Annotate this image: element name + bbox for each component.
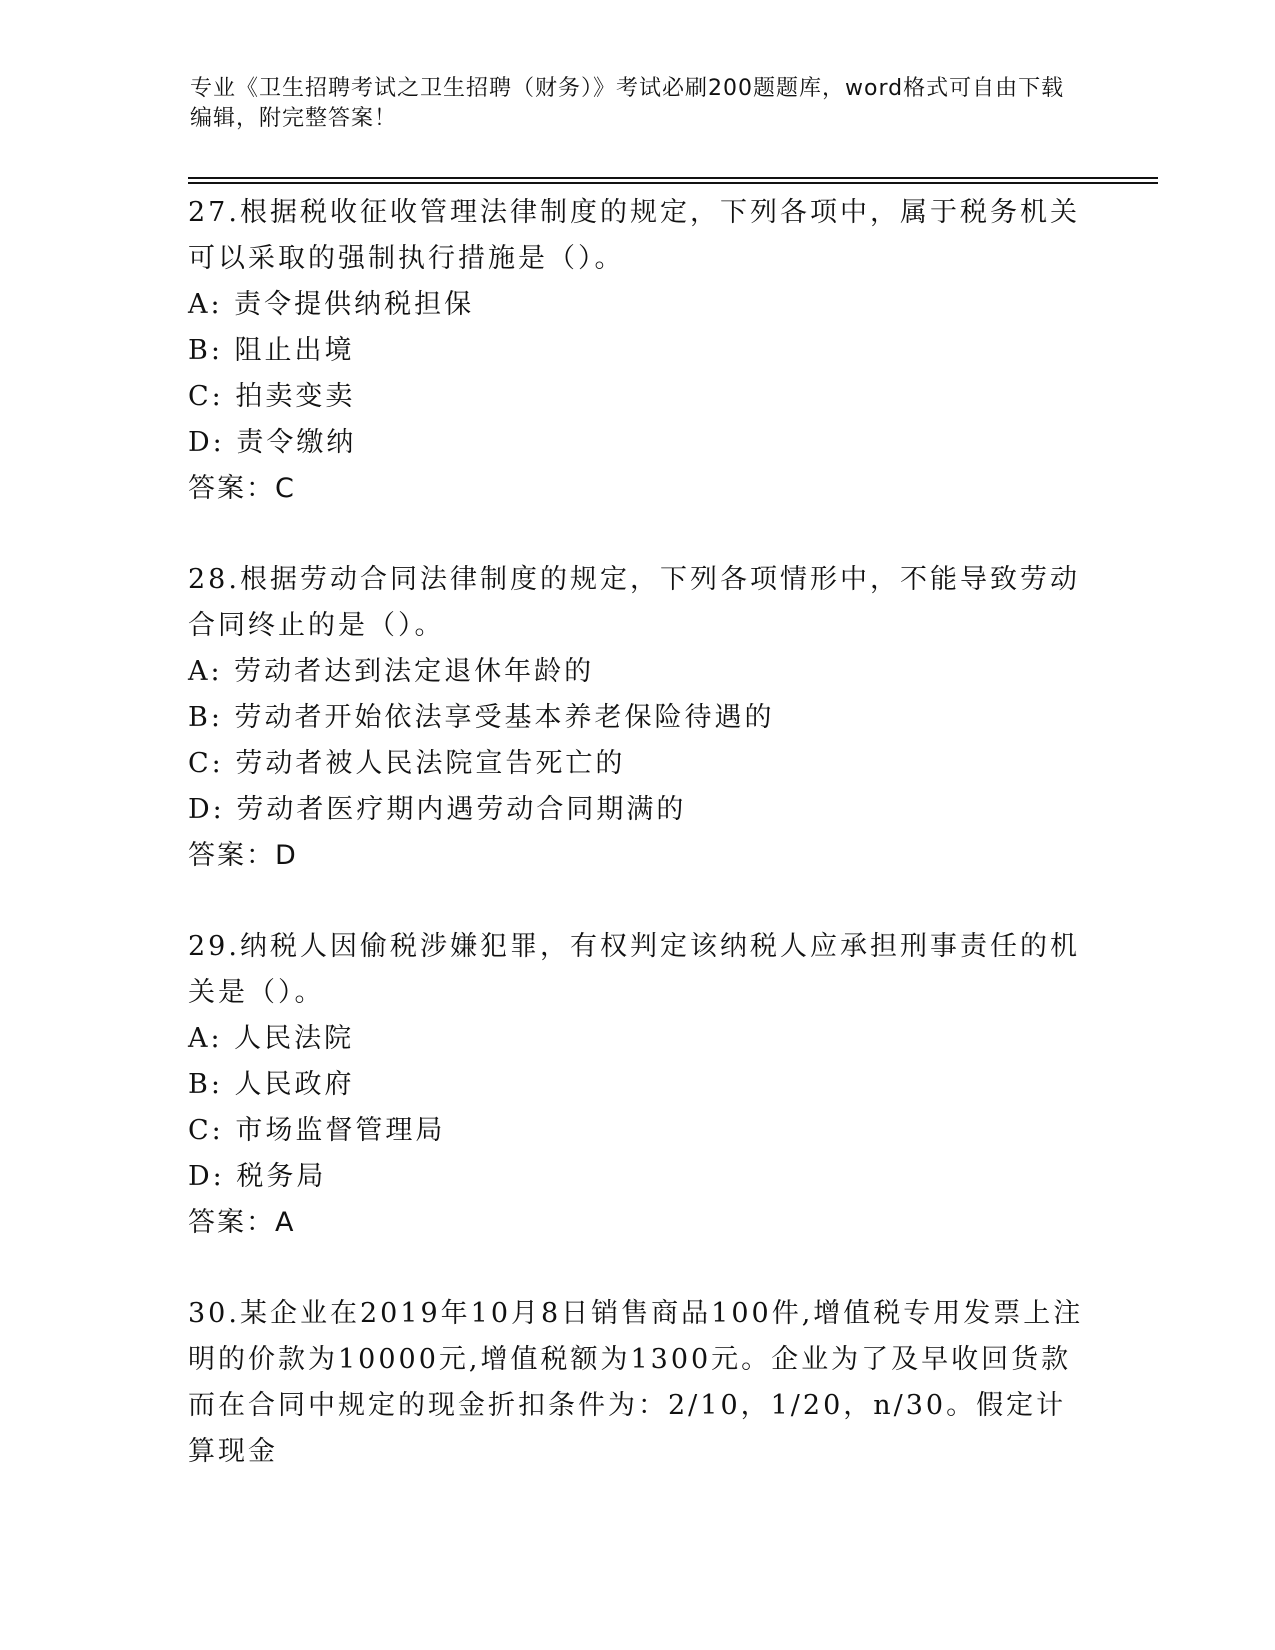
option-c: C: 拍卖变卖 [188, 381, 356, 412]
question-29 [188, 924, 1088, 1246]
header-divider-top [188, 177, 1158, 179]
option-b: B: 阻止出境 [188, 335, 355, 366]
answer-line: 答案：A [188, 1207, 296, 1238]
question-30 [188, 1291, 1088, 1475]
question-stem: 28.根据劳动合同法律制度的规定，下列各项情形中，不能导致劳动合同终止的是（）。 [188, 564, 1080, 641]
option-c: C: 市场监督管理局 [188, 1115, 446, 1146]
answer-line: 答案：C [188, 473, 296, 504]
spacer [188, 512, 1088, 557]
option-b: B: 人民政府 [188, 1069, 355, 1100]
question-stem: 30.某企业在2019年10月8日销售商品100件,增值税专用发票上注明的价款为10000元,增值税额为1300元。企业为了及早收回货款而在合同中规定的现金折扣条件为：2/10，1/20，n/30。假定计算现金 [188, 1298, 1084, 1467]
option-a: A: 责令提供纳税担保 [188, 289, 475, 320]
question-28 [188, 557, 1088, 879]
option-c: C: 劳动者被人民法院宣告死亡的 [188, 748, 626, 779]
question-stem: 27.根据税收征收管理法律制度的规定，下列各项中，属于税务机关可以采取的强制执行措施是（）。 [188, 197, 1080, 274]
option-b: B: 劳动者开始依法享受基本养老保险待遇的 [188, 702, 775, 733]
option-d: D: 责令缴纳 [188, 427, 357, 458]
header-divider-bottom [188, 182, 1158, 184]
question-27 [188, 190, 1088, 512]
option-d: D: 税务局 [188, 1161, 327, 1192]
question-stem: 29.纳税人因偷税涉嫌犯罪，有权判定该纳税人应承担刑事责任的机关是（）。 [188, 931, 1080, 1008]
document-header: 专业《卫生招聘考试之卫生招聘（财务）》考试必刷200题题库，word格式可自由下载编辑，附完整答案！ [190, 76, 1065, 131]
option-d: D: 劳动者医疗期内遇劳动合同期满的 [188, 794, 687, 825]
spacer [188, 1246, 1088, 1291]
option-a: A: 人民法院 [188, 1023, 355, 1054]
spacer [188, 879, 1088, 924]
option-a: A: 劳动者达到法定退休年龄的 [188, 656, 595, 687]
answer-line: 答案：D [188, 840, 298, 871]
question-list [188, 190, 1088, 1475]
